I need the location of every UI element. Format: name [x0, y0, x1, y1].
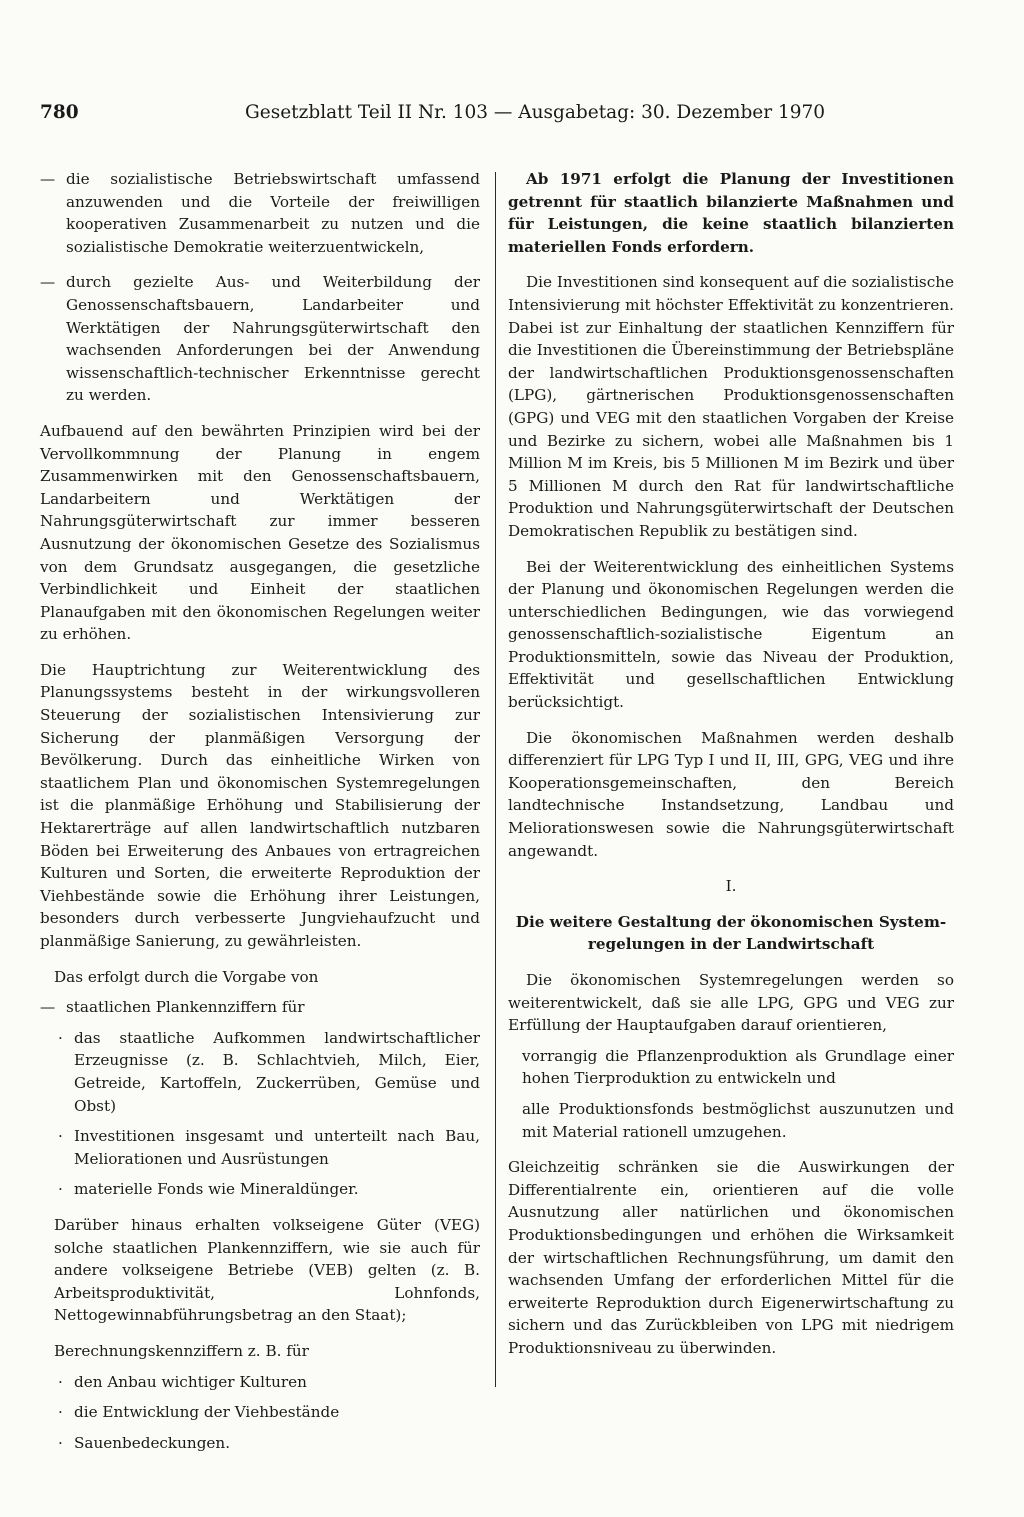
- paragraph: alle Produktionsfonds bestmöglichst auszunutzen und mit Material rationell umzugehen.: [522, 1099, 954, 1141]
- bullet-text: Investitionen insgesamt und unterteilt nach Bau, Meliorationen und Ausrüstungen: [74, 1127, 480, 1168]
- section-title-line-1: Die weitere Gestaltung der ökonomischen System-: [515, 912, 947, 931]
- bullet-marker: ·: [58, 1028, 63, 1047]
- gazette-title: Gesetzblatt Teil II Nr. 103 — Ausgabetag: 30. Dezember 1970: [245, 102, 826, 123]
- dash-item: [40, 168, 480, 258]
- paragraph: Das erfolgt durch die Vorgabe von: [54, 967, 319, 986]
- bullet-item: [40, 1178, 480, 1201]
- bullet-text: Sauenbedeckungen.: [74, 1433, 231, 1452]
- dash-text: durch gezielte Aus- und Weiterbildung der Genossenschaftsbauern, Landarbeiter und Werktätigen der Nahrungsgüterwirtschaft den wachsenden Anforderungen bei der Anwendung wissenschaftlich-technischer Erkenntnisse gerecht zu werden.: [66, 273, 480, 405]
- bold-paragraph: Ab 1971 erfolgt die Planung der Investitionen getrennt für staatlich bilanzierte Maßnahmen und für Leistungen, die keine staatlich bilanzierten materiellen Fonds erfordern.: [508, 170, 954, 256]
- paragraph: Die Investitionen sind konsequent auf die sozialistische Intensivierung mit höchster Effektivität zu konzentrieren. Dabei ist zur Einhaltung der staatlichen Kennziffern für die Investitionen die Übereinstimmung der Betriebspläne der landwirtschaftlichen Produktionsgenossenschaften (LPG), gärtnerischen Produktionsgenossenschaften (GPG) und VEG mit den staatlichen Vorgaben der Kreise und Bezirke zu sichern, wobei alle Maßnahmen bis 1 Million M im Kreis, bis 5 Millionen M im Bezirk und über 5 Millionen M durch den Rat für landwirtschaftliche Produktion und Nahrungsgüterwirtschaft der Deutschen Demokratischen Republik zu bestätigen sind.: [508, 273, 954, 540]
- paragraph: Bei der Weiterentwicklung des einheitlichen Systems der Planung und ökonomischen Regelungen werden die unterschiedlichen Bedingungen, wie das vorwiegend genossenschaftlich-sozialistische Eigentum an Produktionsmitteln, sowie das Niveau der Produktion, Effektivität und gesellschaftlichen Entwicklung berücksichtigt.: [508, 557, 954, 712]
- bullet-text: das staatliche Aufkommen landwirtschaftlicher Erzeugnisse (z. B. Schlachtvieh, Milch, Eier, Getreide, Kartoffeln, Zuckerrüben, Gemüse und Obst): [74, 1028, 480, 1115]
- bullet-marker: ·: [58, 1403, 63, 1422]
- section-title: [508, 911, 954, 956]
- bullet-item: [40, 1432, 480, 1455]
- bullet-marker: ·: [58, 1180, 63, 1199]
- page-number: 780: [40, 102, 79, 123]
- bullet-item: [40, 1027, 480, 1117]
- dash-text: die sozialistische Betriebswirtschaft umfassend anzuwenden und die Vorteile der freiwilligen kooperativen Zusammenarbeit zu nutzen und die sozialistische Demokratie weiterzuentwickeln,: [66, 170, 480, 256]
- column-divider: [495, 172, 496, 1387]
- bullet-text: materielle Fonds wie Mineraldünger.: [74, 1180, 359, 1199]
- paragraph: Die ökonomischen Systemregelungen werden so weiterentwickelt, daß sie alle LPG, GPG und VEG zur Erfüllung der Hauptaufgaben darauf orientieren,: [508, 971, 954, 1035]
- bullet-item: [40, 1371, 480, 1394]
- bullet-marker: ·: [58, 1433, 63, 1452]
- dash-marker: —: [40, 998, 56, 1017]
- bullet-text: den Anbau wichtiger Kulturen: [74, 1372, 307, 1391]
- dash-item: [40, 996, 480, 1019]
- bullet-marker: ·: [58, 1372, 63, 1391]
- dash-item: [40, 271, 480, 407]
- paragraph: Gleichzeitig schränken sie die Auswirkungen der Differentialrente ein, orientieren auf die volle Ausnutzung aller natürlichen und ökonomischen Produktionsbedingungen und erhöhen die Wirksamkeit der wirtschaftlichen Rechnungsführung, um damit den wachsenden Umfang der erforderlichen Mittel für die erweiterte Reproduktion durch Eigenerwirtschaftung zu sichern und das Zurückbleiben von LPG mit niedrigem Produktionsniveau zu überwinden.: [508, 1158, 954, 1357]
- paragraph: Aufbauend auf den bewährten Prinzipien wird bei der Vervollkommnung der Planung in engem Zusammenwirken mit den Genossenschaftsbauern, Landarbeitern und Werktätigen der Nahrungsgüterwirtschaft zur immer besseren Ausnutzung der ökonomischen Gesetze des Sozialismus von dem Grundsatz ausgegangen, die gesetzliche Verbindlichkeit und Einheit der staatlichen Planaufgaben mit den ökonomischen Regelungen weiter zu erhöhen.: [40, 421, 480, 644]
- dash-text: staatlichen Plankennziffern für: [66, 998, 305, 1017]
- bullet-item: [40, 1401, 480, 1424]
- paragraph: Die ökonomischen Maßnahmen werden deshalb differenziert für LPG Typ I und II, III, GPG, VEG und ihre Kooperationsgemeinschaften, den Bereich landtechnische Instandsetzung, Landbau und Meliorationswesen sowie die Nahrungsgüterwirtschaft angewandt.: [508, 728, 954, 860]
- section-number: I.: [725, 877, 737, 896]
- right-column: [508, 168, 954, 1373]
- paragraph: Darüber hinaus erhalten volkseigene Güter (VEG) solche staatlichen Plankennziffern, wie sie auch für andere volkseigene Betriebe (VEB) gelten (z. B. Arbeitsproduktivität, Lohnfonds, Nettogewinnabführungsbetrag an den Staat);: [54, 1215, 480, 1325]
- dash-marker: —: [40, 170, 56, 188]
- dash-marker: —: [40, 273, 56, 292]
- paragraph: Berechnungskennziffern z. B. für: [54, 1341, 309, 1360]
- bullet-item: [40, 1125, 480, 1170]
- bullet-text: die Entwicklung der Viehbestände: [74, 1403, 340, 1422]
- left-column: [40, 168, 480, 1462]
- bullet-marker: ·: [58, 1127, 63, 1146]
- paragraph: Die Hauptrichtung zur Weiterentwicklung des Planungssystems besteht in der wirkungsvolleren Steuerung der sozialistischen Intensivierung zur Sicherung der planmäßigen Versorgung der Bevölkerung. Durch das einheitliche Wirken von staatlichem Plan und ökonomischen Systemregelungen ist die planmäßige Erhöhung und Stabilisierung der Hektarerträge auf allen landwirtschaftlich nutzbaren Böden bei Erweiterung des Anbaues von ertragreichen Kulturen und Sorten, die erweiterte Reproduktion der Viehbestände sowie die Erhöhung ihrer Leistungen, besonders durch verbesserte Jungviehaufzucht und planmäßige Sanierung, zu gewährleisten.: [40, 660, 480, 950]
- page-header: [40, 102, 826, 136]
- paragraph: vorrangig die Pflanzenproduktion als Grundlage einer hohen Tierproduktion zu entwickeln und: [522, 1046, 954, 1088]
- section-title-line-2: regelungen in der Landwirtschaft: [587, 935, 875, 954]
